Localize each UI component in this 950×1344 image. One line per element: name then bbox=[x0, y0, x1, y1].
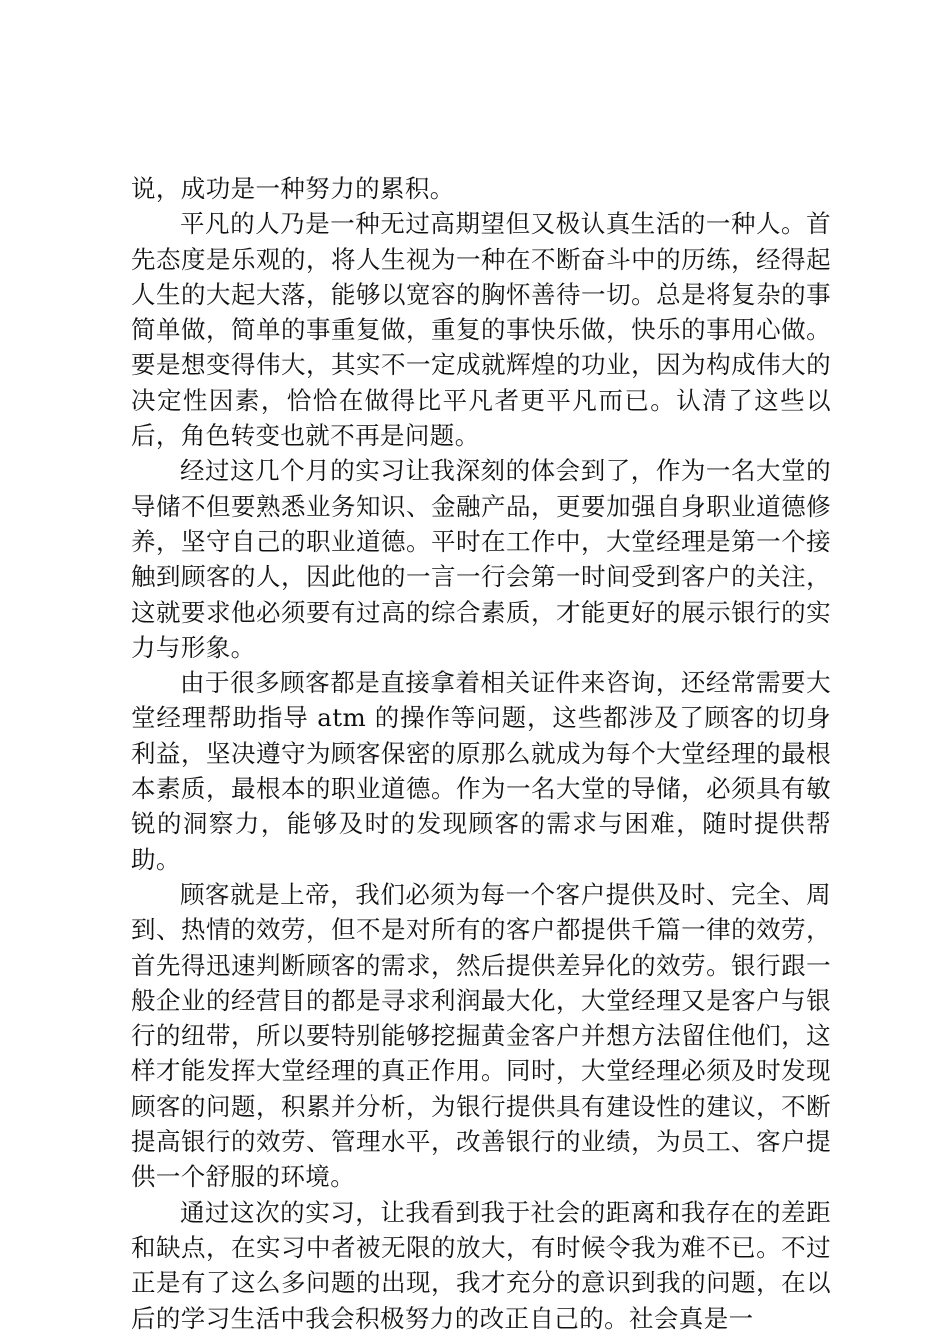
paragraph-customer-service: 由于很多顾客都是直接拿着相关证件来咨询，还经常需要大堂经理帮助指导 atm 的操作等问题，这些都涉及了顾客的切身利益，坚决遵守为顾客保密的原那么就成为每个大堂经理的最根本素质，最根本的职业道德。作为一名大堂的导储，必须具有敏锐的洞察力，能够及时的发现顾客的需求与困难，随时提供帮助。 bbox=[131, 668, 831, 874]
paragraph-customer-is-god: 顾客就是上帝，我们必须为每一个客户提供及时、完全、周到、热情的效劳，但不是对所有的客户都提供千篇一律的效劳，首先得迅速判断顾客的需求，然后提供差异化的效劳。银行跟一般企业的经营目的都是寻求利润最大化，大堂经理又是客户与银行的纽带，所以要特别能够挖掘黄金客户并想方法留住他们，这样才能发挥大堂经理的真正作用。同时，大堂经理必须及时发现顾客的问题，积累并分析，为银行提供具有建设性的建议，不断提高银行的效劳、管理水平，改善银行的业绩，为员工、客户提供一个舒服的环境。 bbox=[131, 879, 831, 1192]
document-page bbox=[131, 171, 831, 1336]
paragraph-internship-experience: 经过这几个月的实习让我深刻的体会到了，作为一名大堂的导储不但要熟悉业务知识、金融产品，更要加强自身职业道德修养，坚守自己的职业道德。平时在工作中，大堂经理是第一个接触到顾客的人，因此他的一言一行会第一时间受到客户的关注，这就要求他必须要有过高的综合素质，才能更好的展示银行的实力与形象。 bbox=[131, 456, 831, 662]
paragraph-continuation: 说，成功是一种努力的累积。 bbox=[131, 174, 455, 203]
paragraph-ordinary-people: 平凡的人乃是一种无过高期望但又极认真生活的一种人。首先态度是乐观的，将人生视为一种在不断奋斗中的历练，经得起人生的大起大落，能够以宽容的胸怀善待一切。总是将复杂的事简单做，简单的事重复做，重复的事快乐做，快乐的事用心做。要是想变得伟大，其实不一定成就辉煌的功业，因为构成伟大的决定性因素，恰恰在做得比平凡者更平凡而已。认清了这些以后，角色转变也就不再是问题。 bbox=[131, 209, 831, 451]
paragraph-internship-reflection: 通过这次的实习，让我看到我于社会的距离和我存在的差距和缺点，在实习中者被无限的放大，有时候令我为难不已。不过正是有了这么多问题的出现，我才充分的意识到我的问题，在以后的学习生活中我会积极努力的改正自己的。社会真是一 bbox=[131, 1197, 831, 1333]
